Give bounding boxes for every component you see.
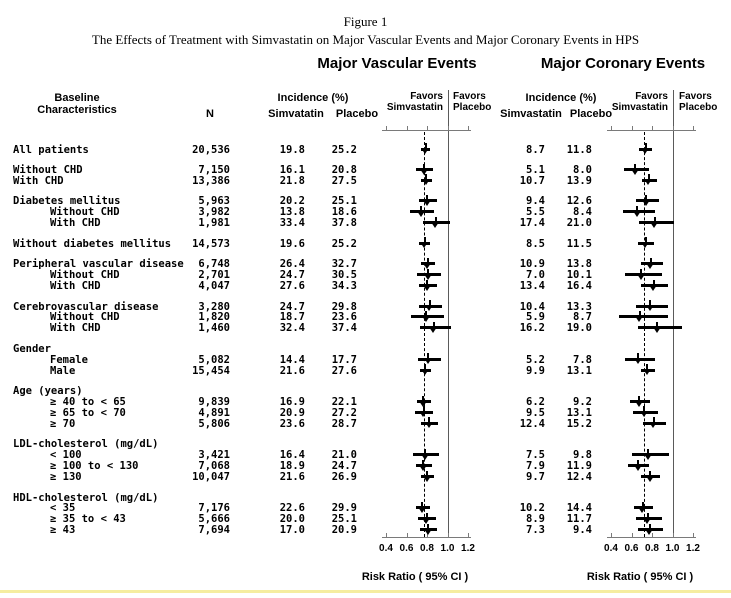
row-value: 16.1 — [279, 164, 305, 176]
row-value: 25.2 — [331, 237, 357, 250]
row-value: 5.9 — [526, 311, 545, 324]
baseline-line2: Characteristics — [37, 104, 117, 116]
arrow-head — [653, 327, 661, 333]
row-label: All patients — [13, 143, 89, 156]
arrow-head — [423, 476, 431, 482]
row-value: 26.4 — [279, 258, 305, 271]
column-header-placebo-left: Placebo — [335, 108, 379, 120]
row-value: 5,082 — [198, 353, 230, 366]
row-value: 22.1 — [331, 396, 357, 408]
column-header-incidence-right: Incidence (%) — [525, 92, 597, 104]
row-value: 17.7 — [331, 353, 357, 366]
figure-title: The Effects of Treatment with Simvastatin on Major Vascular Events and Major Coronary Events in HPS — [91, 32, 640, 47]
arrow-head — [646, 305, 654, 311]
row-label: With CHD — [13, 174, 64, 187]
row-value: 10.9 — [519, 258, 545, 271]
row-value: 20.9 — [331, 524, 357, 537]
point-estimate-arrow-marker — [646, 300, 655, 312]
row-value: 9.4 — [526, 195, 545, 208]
row-label: With CHD — [50, 280, 101, 292]
point-estimate-arrow-marker — [431, 217, 440, 229]
row-value: 17.4 — [519, 217, 545, 230]
row-value: 5.5 — [526, 206, 545, 219]
arrow-head — [421, 148, 429, 154]
row-label: Age (years) — [13, 385, 83, 398]
row-value: 11.8 — [566, 143, 592, 156]
row-value: 13.8 — [566, 258, 592, 271]
point-estimate-arrow-marker — [653, 322, 662, 334]
row-value: 7.9 — [526, 460, 545, 473]
point-estimate-arrow-marker — [640, 406, 649, 418]
row-label: ≥ 40 to < 65 — [50, 396, 126, 408]
row-value: 12.4 — [566, 471, 592, 483]
row-value: 5,806 — [198, 417, 230, 430]
point-estimate-arrow-marker — [634, 460, 643, 472]
row-label: Without CHD — [50, 206, 120, 219]
row-value: 14,573 — [192, 237, 230, 250]
arrow-head — [635, 316, 643, 322]
null-effect-line — [673, 90, 674, 537]
row-label: ≥ 70 — [50, 417, 76, 430]
row-value: 11.5 — [566, 237, 592, 250]
row-label: Female — [50, 353, 88, 366]
axis-tick-label: 0.6 — [624, 543, 639, 554]
row-value: 15,454 — [192, 364, 230, 377]
arrow-head — [425, 422, 433, 428]
point-estimate-arrow-marker — [635, 311, 644, 323]
favors-simvastatin-right — [595, 91, 668, 113]
axis-tick — [448, 126, 449, 131]
row-value: 8.7 — [526, 143, 545, 156]
row-value: 7.8 — [573, 353, 592, 366]
column-header-simvastatin-left: Simvatatin — [268, 108, 324, 120]
axis-tick — [611, 126, 612, 131]
row-value: 37.4 — [331, 322, 357, 335]
axis-tick-label: 1.0 — [665, 543, 680, 554]
row-value: 8.0 — [573, 164, 592, 176]
row-value: 5,666 — [198, 513, 230, 526]
arrow-head — [420, 242, 428, 248]
panel-title-major-coronary-events: Major Coronary Events — [540, 55, 706, 72]
row-value: 13.1 — [566, 364, 592, 377]
row-value: 13.8 — [279, 206, 305, 219]
axis-tick-label: 0.4 — [379, 543, 393, 554]
row-value: 37.8 — [331, 217, 357, 230]
risk-ratio-label-right: Risk Ratio ( 95% CI ) — [586, 571, 694, 583]
row-value: 7,694 — [198, 524, 230, 537]
row-value: 12.6 — [566, 195, 592, 208]
row-value: 13,386 — [192, 174, 230, 187]
favors-simvastatin-word: Simvastatin — [611, 102, 668, 113]
arrow-head — [644, 179, 652, 185]
row-value: 12.4 — [519, 417, 545, 430]
row-value: 27.6 — [331, 364, 357, 377]
favors-word: Favors — [410, 91, 443, 102]
point-estimate-arrow-marker — [429, 322, 438, 334]
row-value: 9.8 — [573, 449, 592, 462]
arrow-head — [634, 465, 642, 471]
risk-ratio-label-left: Risk Ratio ( 95% CI ) — [361, 571, 469, 583]
point-estimate-arrow-marker — [650, 217, 659, 229]
arrow-head — [633, 211, 641, 217]
row-value: 21.6 — [279, 364, 305, 377]
row-value: 21.0 — [566, 217, 592, 230]
arrow-head — [637, 274, 645, 280]
row-value: 19.6 — [279, 237, 305, 250]
point-estimate-arrow-marker — [421, 364, 430, 376]
row-value: 18.6 — [331, 206, 357, 219]
point-estimate-arrow-marker — [633, 206, 642, 218]
axis-tick — [407, 126, 408, 131]
row-value: 10.7 — [519, 174, 545, 187]
row-value: 5.1 — [526, 164, 545, 176]
row-value: 10.2 — [519, 502, 545, 515]
arrow-head — [421, 369, 429, 375]
row-label: Without diabetes mellitus — [13, 237, 172, 250]
panel-title-major-vascular-events: Major Vascular Events — [317, 55, 477, 72]
arrow-head — [424, 529, 432, 535]
point-estimate-arrow-marker — [420, 237, 429, 249]
column-header-baseline — [17, 92, 137, 116]
row-value: 13.9 — [566, 174, 592, 187]
row-value: 25.1 — [331, 195, 357, 208]
arrow-head — [631, 169, 639, 175]
favors-word: Favors — [453, 91, 486, 102]
arrow-head — [640, 411, 648, 417]
point-estimate-arrow-marker — [649, 280, 658, 292]
point-estimate-arrow-marker — [649, 417, 658, 429]
point-estimate-arrow-marker — [646, 258, 655, 270]
axis-tick-label: 0.8 — [420, 543, 434, 554]
row-value: 16.4 — [566, 280, 592, 292]
row-label: HDL-cholesterol (mg/dL) — [13, 491, 159, 504]
point-estimate-arrow-marker — [422, 174, 431, 186]
row-value: 20.8 — [331, 164, 357, 176]
row-value: 34.3 — [331, 280, 357, 292]
axis-tick-label: 0.6 — [399, 543, 414, 554]
row-value: 20.2 — [279, 195, 305, 208]
axis-tick — [632, 533, 633, 538]
row-value: 21.0 — [331, 449, 357, 462]
arrow-head — [646, 476, 654, 482]
point-estimate-arrow-marker — [643, 364, 652, 376]
row-value: 24.7 — [331, 460, 357, 473]
row-label: Male — [50, 364, 76, 377]
axis-tick-label: 0.4 — [604, 543, 618, 554]
row-value: 6,748 — [198, 258, 230, 271]
point-estimate-arrow-marker — [644, 174, 653, 186]
row-value: 24.7 — [279, 300, 305, 313]
row-value: 7.5 — [526, 449, 545, 462]
arrow-head — [641, 148, 649, 154]
arrow-head — [650, 222, 658, 228]
row-value: 23.6 — [279, 417, 305, 430]
point-estimate-arrow-marker — [644, 449, 653, 461]
point-estimate-arrow-marker — [631, 164, 640, 176]
row-label: ≥ 43 — [50, 524, 76, 537]
row-label: ≥ 35 to < 43 — [50, 513, 126, 526]
axis-tick — [611, 533, 612, 538]
null-effect-line — [448, 90, 449, 537]
row-label: ≥ 130 — [50, 471, 82, 483]
axis-tick — [468, 126, 469, 131]
arrow-head — [429, 327, 437, 333]
row-value: 9.4 — [573, 524, 592, 537]
axis-tick — [427, 126, 428, 131]
row-value: 10,047 — [192, 471, 230, 483]
column-header-simvastatin-right: Simvastatin — [500, 108, 562, 120]
arrow-head — [645, 529, 653, 535]
row-label: Without CHD — [50, 269, 120, 282]
point-estimate-arrow-marker — [421, 143, 430, 155]
point-estimate-arrow-marker — [641, 143, 650, 155]
row-value: 11.9 — [566, 460, 592, 473]
row-value: 8.7 — [573, 311, 592, 324]
row-value: 20,536 — [192, 143, 230, 156]
arrow-head — [641, 242, 649, 248]
arrow-head — [643, 369, 651, 375]
row-value: 27.5 — [331, 174, 357, 187]
arrow-head — [644, 454, 652, 460]
axis-tick-label: 1.2 — [461, 543, 475, 554]
row-value: 18.7 — [279, 311, 305, 324]
row-value: 16.9 — [279, 396, 305, 408]
row-value: 3,280 — [198, 300, 230, 313]
arrow-head — [649, 422, 657, 428]
arrow-head — [431, 222, 439, 228]
row-value: 8.9 — [526, 513, 545, 526]
axis-tick — [673, 126, 674, 131]
arrow-head — [642, 200, 650, 206]
row-value: 9,839 — [198, 396, 230, 408]
favors-placebo-right — [679, 91, 731, 113]
axis-tick — [673, 533, 674, 538]
row-value: 8.4 — [573, 206, 592, 219]
row-value: 1,981 — [198, 217, 230, 230]
favors-simvastatin-left — [370, 91, 443, 113]
row-label: < 35 — [50, 502, 76, 515]
column-header-placebo-right: Placebo — [569, 108, 613, 120]
axis-tick-label: 0.8 — [645, 543, 659, 554]
favors-placebo-word: Placebo — [679, 102, 718, 113]
row-value: 20.9 — [279, 406, 305, 419]
row-label: Without CHD — [50, 311, 120, 324]
row-value: 33.4 — [279, 217, 305, 230]
row-label: Without CHD — [13, 164, 83, 176]
row-value: 28.7 — [331, 417, 357, 430]
row-value: 15.2 — [566, 417, 592, 430]
row-label: ≥ 100 to < 130 — [50, 460, 139, 473]
row-value: 7,176 — [198, 502, 230, 515]
axis-tick — [386, 126, 387, 131]
row-value: 5.2 — [526, 353, 545, 366]
row-value: 6.2 — [526, 396, 545, 408]
row-value: 10.4 — [519, 300, 545, 313]
row-value: 8.5 — [526, 237, 545, 250]
axis-tick — [468, 533, 469, 538]
row-value: 9.2 — [573, 396, 592, 408]
axis-tick-label: 1.2 — [686, 543, 700, 554]
arrow-head — [417, 211, 425, 217]
axis-tick — [386, 533, 387, 538]
point-estimate-arrow-marker — [425, 417, 434, 429]
row-value: 23.6 — [331, 311, 357, 324]
row-label: ≥ 65 to < 70 — [50, 406, 126, 419]
axis-tick-label: 1.0 — [440, 543, 455, 554]
row-value: 32.7 — [331, 258, 357, 271]
figure-label: Figure 1 — [343, 14, 388, 29]
row-value: 27.2 — [331, 406, 357, 419]
row-value: 9.7 — [526, 471, 545, 483]
row-value: 5,963 — [198, 195, 230, 208]
row-value: 25.1 — [331, 513, 357, 526]
axis-tick — [632, 126, 633, 131]
axis-tick — [407, 533, 408, 538]
row-label: Gender — [13, 342, 51, 355]
row-value: 7,068 — [198, 460, 230, 473]
row-value: 19.8 — [279, 143, 305, 156]
row-value: 13.4 — [519, 280, 545, 292]
row-value: 24.7 — [279, 269, 305, 282]
row-value: 14.4 — [566, 502, 592, 515]
row-value: 29.9 — [331, 502, 357, 515]
row-value: 3,421 — [198, 449, 230, 462]
point-estimate-arrow-marker — [646, 471, 655, 483]
row-value: 9.5 — [526, 406, 545, 419]
bottom-highlight-line — [0, 590, 731, 593]
arrow-head — [646, 263, 654, 269]
row-value: 7,150 — [198, 164, 230, 176]
row-value: 13.1 — [566, 406, 592, 419]
row-value: 7.0 — [526, 269, 545, 282]
favors-placebo-word: Placebo — [453, 102, 492, 113]
row-value: 17.0 — [279, 524, 305, 537]
axis-tick — [652, 126, 653, 131]
axis-tick — [693, 126, 694, 131]
point-estimate-arrow-marker — [424, 524, 433, 536]
favors-word: Favors — [635, 91, 668, 102]
row-value: 11.7 — [566, 513, 592, 526]
column-header-n: N — [206, 108, 214, 120]
point-estimate-arrow-marker — [423, 471, 432, 483]
row-value: 4,891 — [198, 406, 230, 419]
row-value: 3,982 — [198, 206, 230, 219]
column-header-incidence-left: Incidence (%) — [277, 92, 349, 104]
row-value: 13.3 — [566, 300, 592, 313]
row-label: With CHD — [50, 322, 101, 335]
row-value: 26.9 — [331, 471, 357, 483]
row-value: 1,820 — [198, 311, 230, 324]
row-value: 25.2 — [331, 143, 357, 156]
row-value: 30.5 — [331, 269, 357, 282]
favors-word: Favors — [679, 91, 712, 102]
point-estimate-arrow-marker — [637, 269, 646, 281]
arrow-head — [634, 358, 642, 364]
row-value: 14.4 — [279, 353, 305, 366]
row-label: LDL-cholesterol (mg/dL) — [13, 438, 159, 451]
row-value: 4,047 — [198, 280, 230, 292]
baseline-line1: Baseline — [54, 92, 100, 104]
row-value: 16.4 — [279, 449, 305, 462]
point-estimate-arrow-marker — [634, 353, 643, 365]
row-value: 22.6 — [279, 502, 305, 515]
row-label: Diabetes mellitus — [13, 195, 121, 208]
point-estimate-arrow-marker — [417, 206, 426, 218]
row-value: 32.4 — [279, 322, 305, 335]
row-label: < 100 — [50, 449, 82, 462]
row-label: Cerebrovascular disease — [13, 300, 159, 313]
favors-simvastatin-word: Simvastatin — [386, 102, 443, 113]
point-estimate-arrow-marker — [642, 195, 651, 207]
row-value: 16.2 — [519, 322, 545, 335]
arrow-head — [423, 285, 431, 291]
axis-tick — [693, 533, 694, 538]
row-value: 18.9 — [279, 460, 305, 473]
row-value: 19.0 — [566, 322, 592, 335]
point-estimate-arrow-marker — [641, 237, 650, 249]
arrow-head — [649, 285, 657, 291]
row-value: 10.1 — [566, 269, 592, 282]
row-value: 21.8 — [279, 174, 305, 187]
row-label: Peripheral vascular disease — [13, 258, 184, 271]
row-value: 27.6 — [279, 280, 305, 292]
row-value: 29.8 — [331, 300, 357, 313]
row-value: 9.9 — [526, 364, 545, 377]
axis-tick — [448, 533, 449, 538]
row-value: 20.0 — [279, 513, 305, 526]
point-estimate-arrow-marker — [645, 524, 654, 536]
row-value: 2,701 — [198, 269, 230, 282]
row-label: With CHD — [50, 217, 101, 230]
row-value: 1,460 — [198, 322, 230, 335]
row-value: 7.3 — [526, 524, 545, 537]
row-value: 21.6 — [279, 471, 305, 483]
point-estimate-arrow-marker — [423, 280, 432, 292]
arrow-head — [422, 179, 430, 185]
